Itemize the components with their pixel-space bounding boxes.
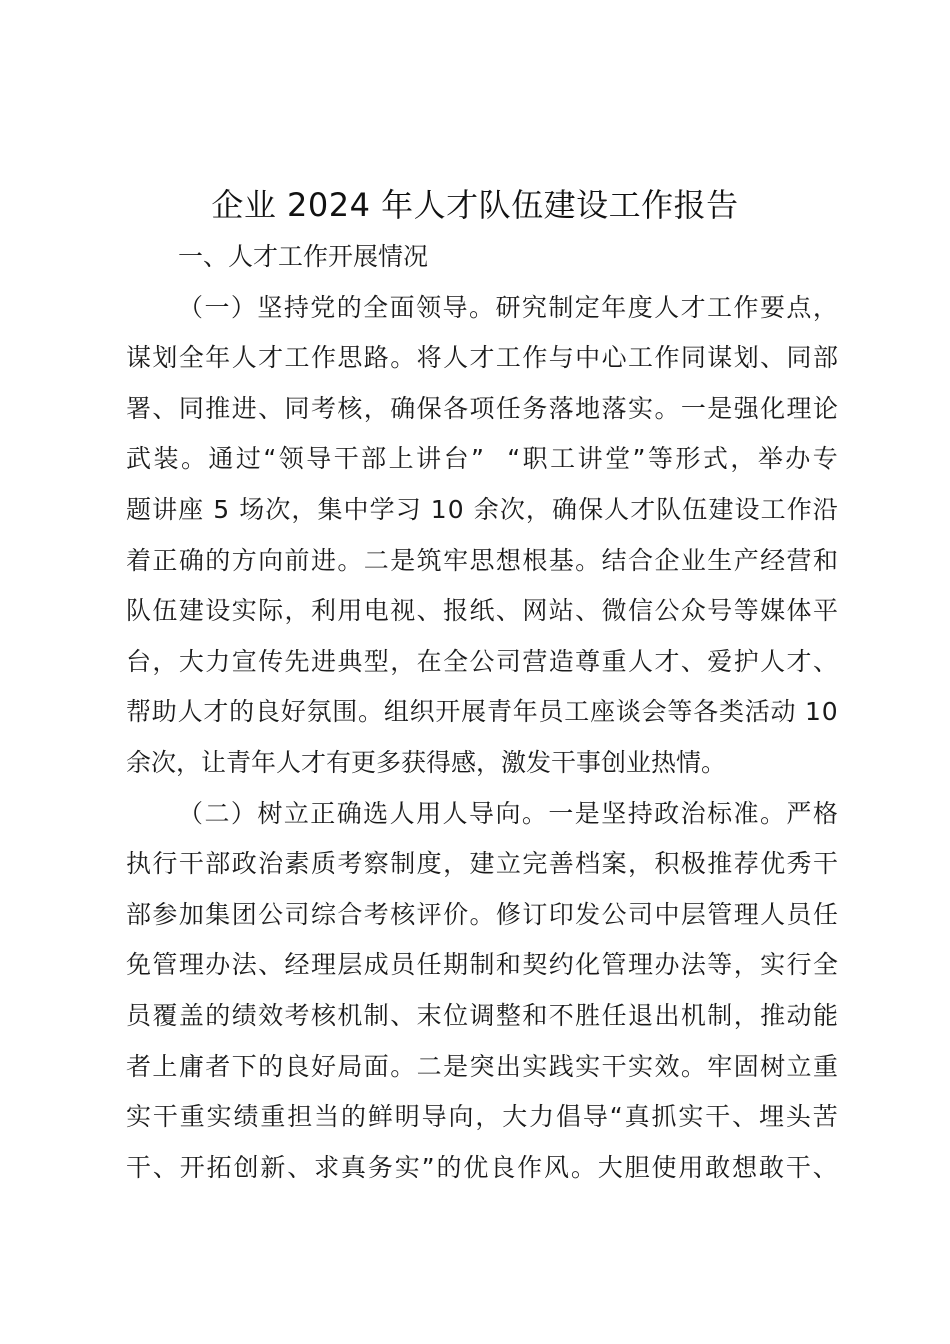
paragraph-line — [126, 1143, 838, 1194]
paragraph-text: 部 参 加 集 团 公 司 综 合 考 核 评 价 。 修 订 印 发 公 司 中 层 管 理 人 员 任 — [126, 899, 838, 929]
document-body — [126, 232, 838, 1193]
paragraph-text: 武 装 。 通 过 “ 领 导 干 部 上 讲 台 ” “ 职 工 讲 堂 ” 等 形 式 ， 举 办 专 — [126, 444, 838, 474]
paragraph-line — [126, 738, 838, 789]
paragraph-line — [126, 637, 838, 688]
paragraph-text: 着 正 确 的 方 向 前 进 。 二 是 筑 牢 思 想 根 基 。 结 合 企 业 生 产 经 营 和 — [126, 545, 838, 575]
paragraph-line — [126, 789, 838, 840]
paragraph-text: （ 二 ） 树 立 正 确 选 人 用 人 导 向 。 一 是 坚 持 政 治 标 准 。 严 格 — [178, 798, 838, 828]
paragraph-text: 台 ， 大 力 宣 传 先 进 典 型 ， 在 全 公 司 营 造 尊 重 人 才 、 爱 护 人 才 、 — [126, 646, 838, 676]
paragraph-line — [126, 586, 838, 637]
paragraph-text: 帮 助 人 才 的 良 好 氛 围 。 组 织 开 展 青 年 员 工 座 谈 会 等 各 类 活 动 1 0 — [126, 697, 838, 727]
paragraph-line — [126, 283, 838, 334]
paragraph-line — [126, 1092, 838, 1143]
paragraph-line — [126, 890, 838, 941]
paragraph-line — [126, 384, 838, 435]
paragraph-text: 干 、 开 拓 创 新 、 求 真 务 实 ” 的 优 良 作 风 。 大 胆 使 用 敢 想 敢 干 、 — [126, 1152, 838, 1182]
paragraph-line — [126, 991, 838, 1042]
paragraph-line — [126, 333, 838, 384]
paragraph-line — [126, 687, 838, 738]
section-heading-text: 一、人才工作开展情况 — [178, 242, 429, 271]
paragraph-text: 队 伍 建 设 实 际 ， 利 用 电 视 、 报 纸 、 网 站 、 微 信 公 众 号 等 媒 体 平 — [126, 596, 838, 626]
paragraph-text: 免 管 理 办 法 、 经 理 层 成 员 任 期 制 和 契 约 化 管 理 办 法 等 ， 实 行 全 — [126, 950, 838, 980]
section-heading-1 — [126, 232, 838, 283]
paragraph-line — [126, 434, 838, 485]
paragraph-text: 谋 划 全 年 人 才 工 作 思 路 。 将 人 才 工 作 与 中 心 工 作 同 谋 划 、 同 部 — [126, 343, 838, 373]
paragraph-text: 余次，让青年人才有更多获得感，激发干事创业热情。 — [126, 747, 727, 777]
paragraph-text: 执 行 干 部 政 治 素 质 考 察 制 度 ， 建 立 完 善 档 案 ， 积 极 推 荐 优 秀 干 — [126, 849, 838, 879]
paragraph-text: 者 上 庸 者 下 的 良 好 局 面 。 二 是 突 出 实 践 实 干 实 效 。 牢 固 树 立 重 — [126, 1051, 838, 1081]
paragraph-text: 署 、 同 推 进 、 同 考 核 ， 确 保 各 项 任 务 落 地 落 实 。 一 是 强 化 理 论 — [126, 393, 838, 423]
paragraph-text: 员 覆 盖 的 绩 效 考 核 机 制 、 末 位 调 整 和 不 胜 任 退 出 机 制 ， 推 动 能 — [126, 1000, 838, 1030]
paragraph-text: 实 干 重 实 绩 重 担 当 的 鲜 明 导 向 ， 大 力 倡 导 “ 真 抓 实 干 、 埋 头 苦 — [126, 1102, 838, 1132]
paragraph-line — [126, 485, 838, 536]
paragraph-text: （ 一 ） 坚 持 党 的 全 面 领 导 。 研 究 制 定 年 度 人 才 工 作 要 点 ， — [178, 292, 838, 322]
document-title: 企业 2024 年人才队伍建设工作报告 — [211, 186, 739, 224]
paragraph-line — [126, 1042, 838, 1093]
paragraph-line — [126, 839, 838, 890]
paragraph-line — [126, 536, 838, 587]
paragraph-line — [126, 940, 838, 991]
paragraph-text: 题 讲 座 5 场 次 ， 集 中 学 习 1 0 余 次 ， 确 保 人 才 队 伍 建 设 工 作 沿 — [126, 494, 838, 524]
